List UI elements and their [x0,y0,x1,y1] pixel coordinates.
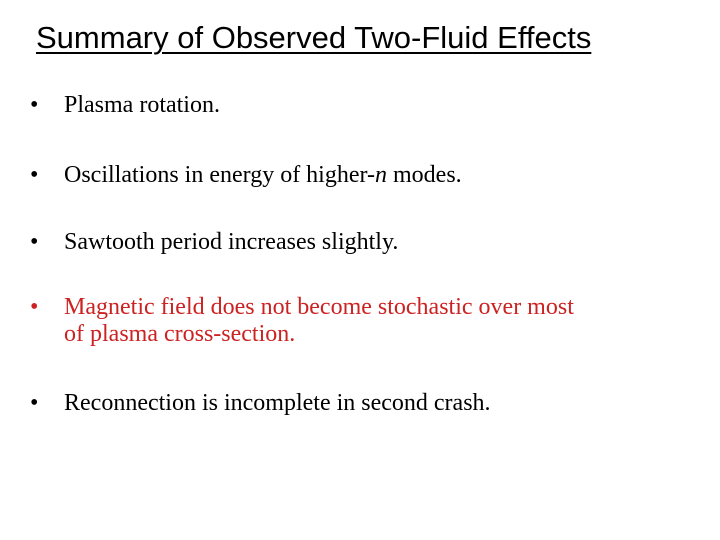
bullet-text: Sawtooth period increases slightly. [64,229,399,255]
bullet-item-plasma-rotation [30,92,700,119]
bullet-text-line2: of plasma cross-section. [64,321,296,347]
bullet-text [64,294,700,348]
bullet-item-magnetic-field [30,294,700,348]
bullet-dot-icon: • [30,390,39,416]
bullet-text-pre: Oscillations in energy of higher- [64,162,376,188]
bullet-text: Reconnection is incomplete in second crash. [64,390,491,416]
bullet-text-line1: Magnetic field does not become stochastic over most [64,294,574,320]
bullet-text-italic-n: n [375,162,388,188]
slide-title: Summary of Observed Two-Fluid Effects [36,20,592,55]
bullet-dot-icon: • [30,162,39,188]
bullet-item-reconnection [30,390,700,417]
bullet-dot-icon: • [30,92,39,118]
bullet-dot-icon: • [30,229,39,255]
bullet-item-sawtooth [30,229,700,256]
bullet-text: Plasma rotation. [64,92,220,118]
bullet-text-post: modes. [387,162,462,188]
bullet-dot-icon: • [30,294,39,320]
bullet-item-oscillations [30,162,700,189]
bullet-text [64,162,700,189]
